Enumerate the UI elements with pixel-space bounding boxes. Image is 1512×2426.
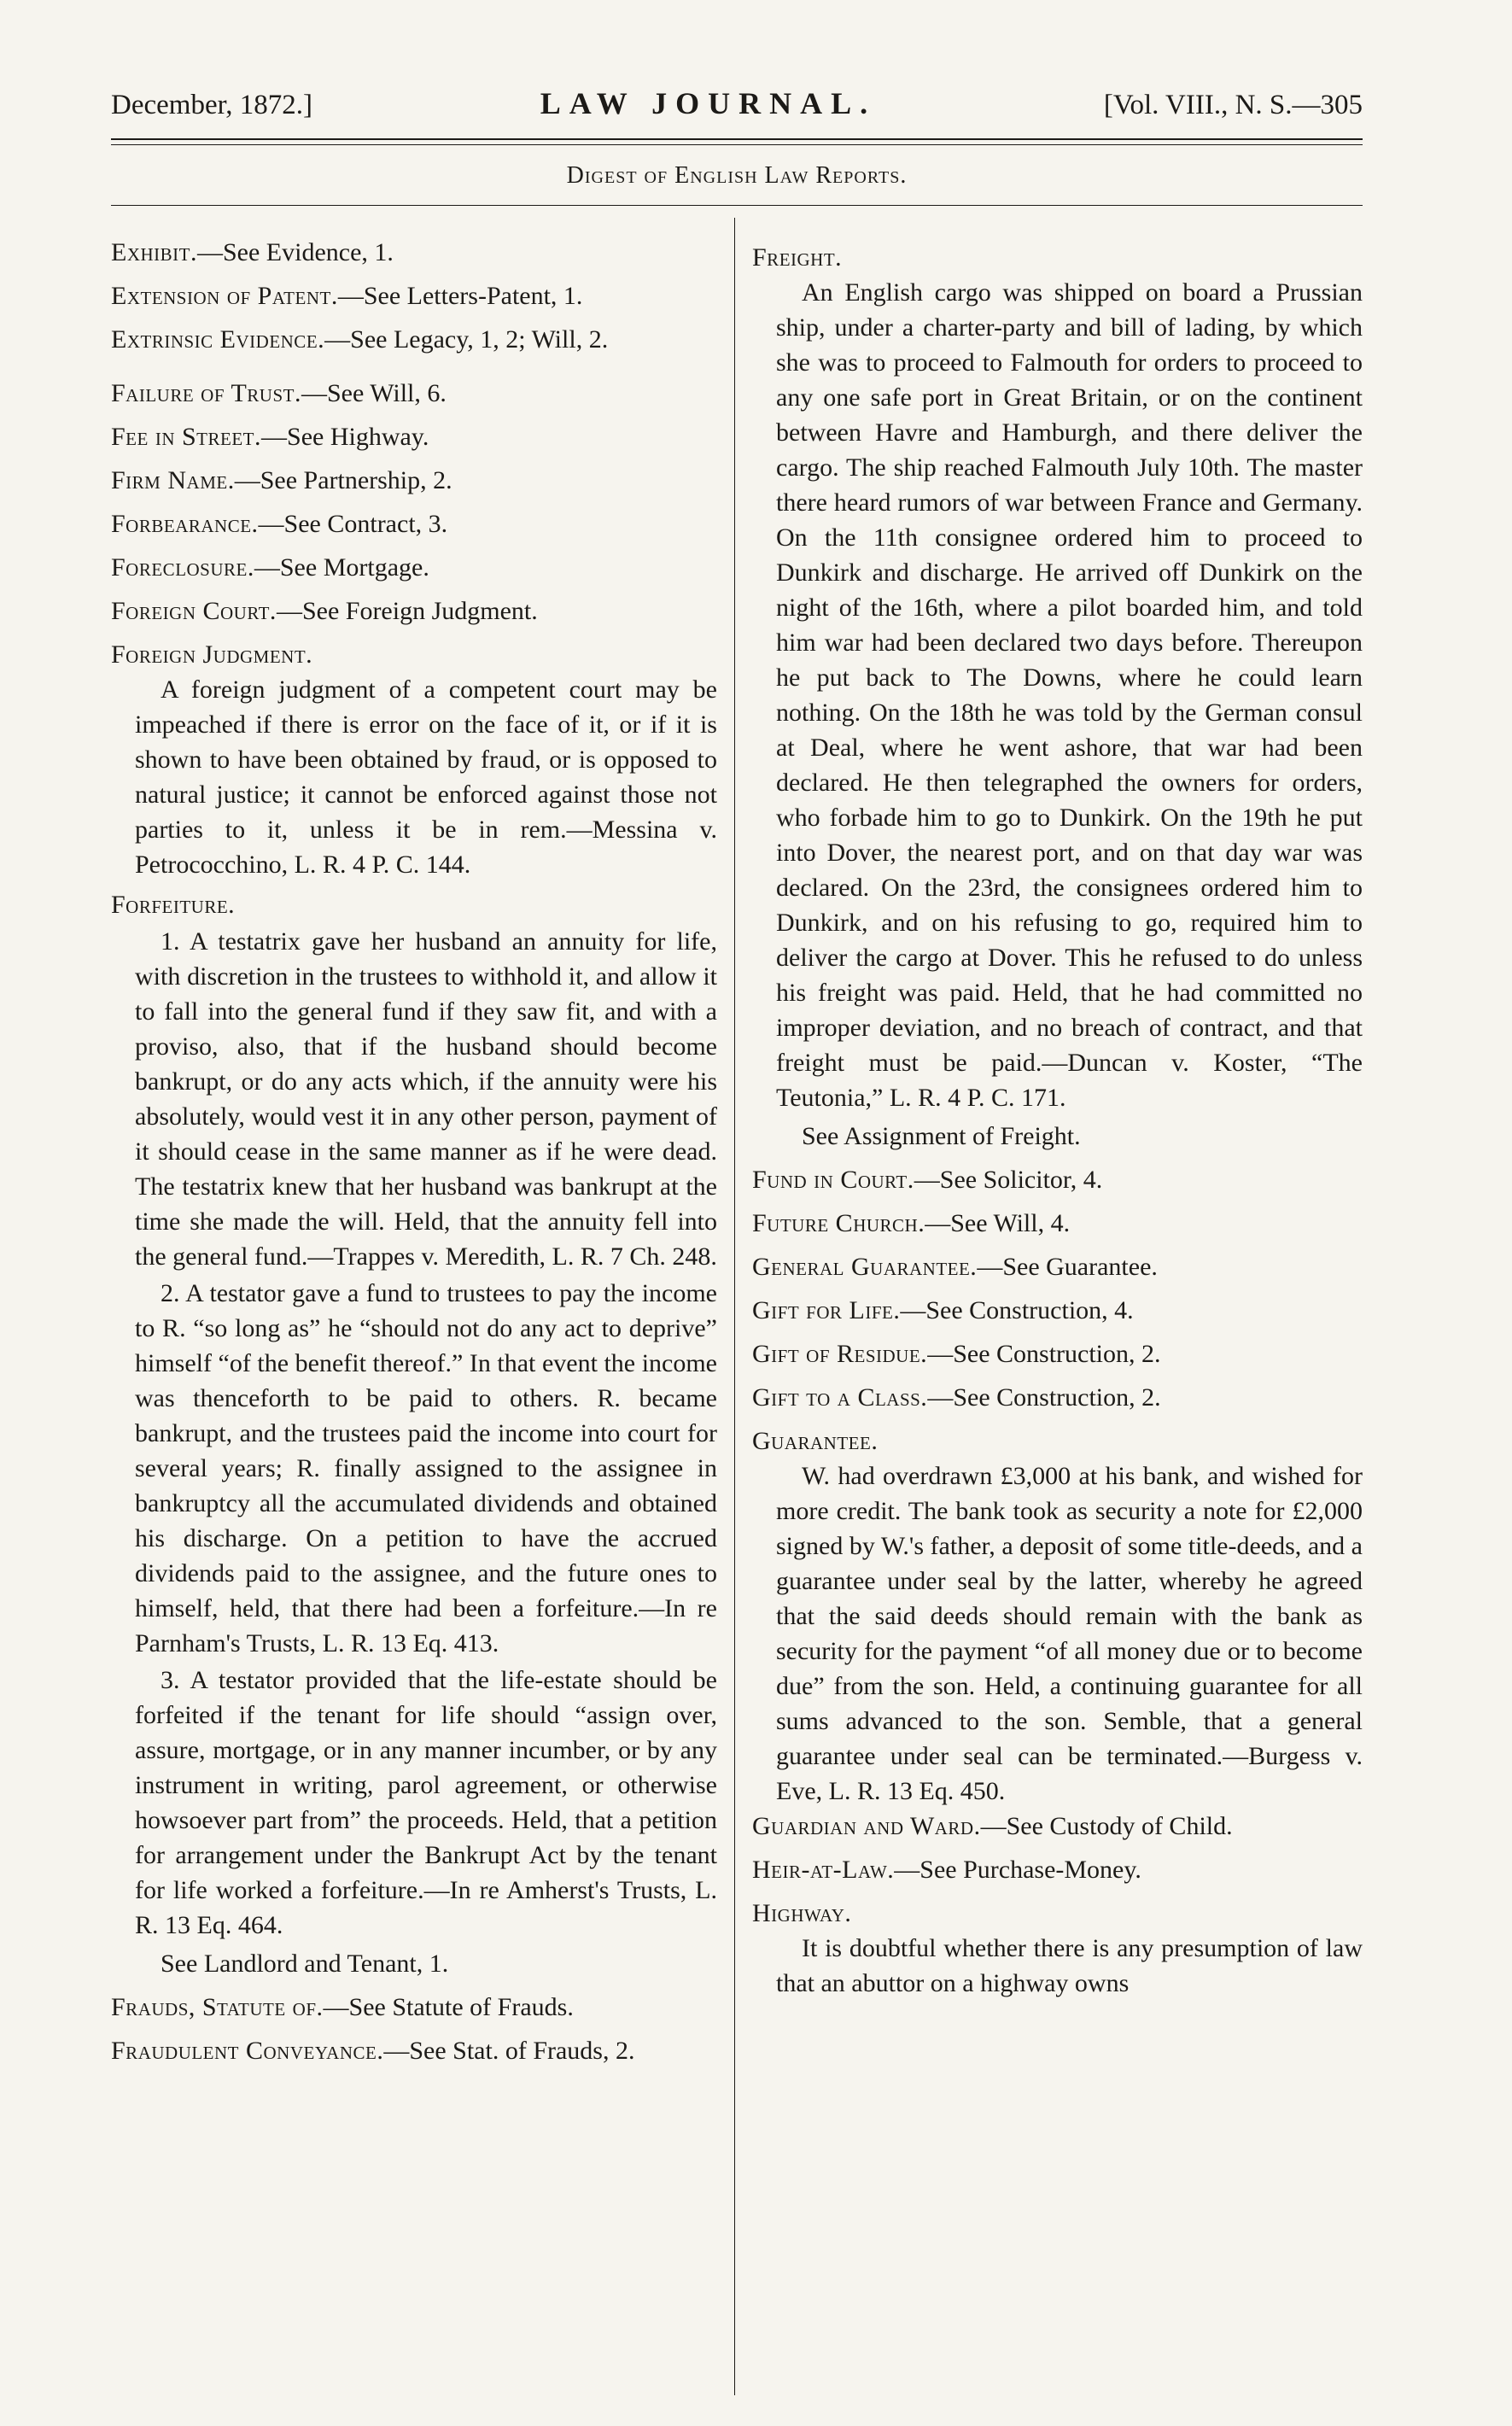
journal-title: LAW JOURNAL. <box>540 86 877 120</box>
index-term: Firm Name. <box>111 466 235 494</box>
cross-reference <box>752 1206 1363 1241</box>
cross-reference <box>111 2033 717 2068</box>
cross-reference-list <box>752 1162 1363 1415</box>
see-reference: —See Will, 6. <box>301 379 447 407</box>
see-also: See Assignment of Freight. <box>802 1122 1081 1150</box>
left-column <box>111 235 717 2395</box>
cross-reference <box>752 1249 1363 1284</box>
column-divider <box>734 218 735 2395</box>
header-date: December, 1872.] <box>111 90 312 120</box>
see-reference: —See Construction, 2. <box>927 1383 1161 1412</box>
index-term: General Guarantee. <box>752 1253 978 1281</box>
index-term: Forbearance. <box>111 510 259 538</box>
index-term: Fund in Court. <box>752 1166 914 1194</box>
see-reference: —See Mortgage. <box>254 553 429 582</box>
section-rule <box>111 205 1363 206</box>
see-reference: —See Statute of Frauds. <box>323 1993 574 2021</box>
entry-text: An English cargo was shipped on board a Prussian ship, under a charter-party and bill of lading, by which she was to proceed to Falmouth for orders to proceed to any one safe port in Great Britain, or on the continent between Havre and Hamburgh, and there deliver the cargo. The ship reached Falmouth July 10th. The master there heard rumors of war between France and Germany. On the 11th consignee ordered him to proceed to Dunkirk and discharge. He arrived off Dunkirk on the night of the 16th, where a pilot boarded him, and told him war had been declared two days before. Thereupon he put back to The Downs, where he could learn nothing. On the 18th he was told by the German consul at Deal, where he went ashore, that war had been declared. He then telegraphed the owners for orders, who forbade him to go to Dunkirk. On the 19th he put into Dover, the nearest port, and on that day war was declared. On the 23rd, the consignees ordered him to Dunkirk, and on his refusing to go, required him to deliver the cargo at Dover. This he refused to do unless his freight was paid. Held, that he had committed no improper deviation, and no breach of contract, and that freight must be paid.—Duncan v. Koster, “The Teutonia,” L. R. 4 P. C. 171. <box>776 278 1363 1112</box>
index-term: Extrinsic Evidence. <box>111 325 325 354</box>
cross-reference-list <box>752 1809 1363 1887</box>
index-term: Frauds, Statute of. <box>111 1993 324 2021</box>
index-term: Heir-at-Law. <box>752 1856 895 1884</box>
entry-text: W. had overdrawn £3,000 at his bank, and wished for more credit. The bank took as security a note for £2,000 signed by W.'s father, a deposit of some title-deeds, and a guarantee under seal by the latter, whereby he agreed that the said deeds should remain with the bank as security for the payment “of all money due or to become due” from the son. Held, a continuing guarantee for all sums advanced to the son. Semble, that a general guarantee under seal can be terminated.—Burgess v. Eve, L. R. 13 Eq. 450. <box>776 1462 1363 1805</box>
see-reference: —See Highway. <box>261 423 429 451</box>
see-reference: —See Partnership, 2. <box>234 466 452 494</box>
index-term: Gift for Life. <box>752 1296 901 1324</box>
cross-reference <box>111 376 717 411</box>
cross-reference <box>111 322 717 357</box>
cross-reference <box>111 1990 717 2025</box>
index-term: Exhibit. <box>111 238 197 266</box>
cross-reference <box>111 550 717 585</box>
entry-text: It is doubtful whether there is any presumption of law that an abuttor on a highway owns <box>776 1934 1363 1997</box>
running-header <box>111 85 1363 126</box>
index-term: Foreign Court. <box>111 597 277 625</box>
header-rule <box>111 138 1363 140</box>
entry-heading: Guarantee. <box>752 1427 879 1455</box>
index-term: Gift of Residue. <box>752 1340 928 1368</box>
cross-reference <box>752 1380 1363 1415</box>
cross-reference <box>752 1162 1363 1197</box>
see-reference: —See Purchase-Money. <box>894 1856 1141 1884</box>
cross-reference <box>752 1852 1363 1887</box>
see-reference: —See Construction, 4. <box>900 1296 1134 1324</box>
see-reference: —See Foreign Judgment. <box>276 597 538 625</box>
see-reference: —See Contract, 3. <box>258 510 448 538</box>
right-column <box>752 235 1363 2395</box>
see-reference: —See Guarantee. <box>977 1253 1158 1281</box>
index-term: Foreclosure. <box>111 553 254 582</box>
see-reference: —See Evidence, 1. <box>196 238 394 266</box>
entry-text: 3. A testator provided that the life-estate should be forfeited if the tenant for life should “assign over, assure, mortgage, or in any manner incumber, or by any instrument in writing, parol agreement, or otherwise howsoever part from” the proceeds. Held, that a petition for arrangement under the Bankrupt Act by the tenant for life worked a forfeiture.—In re Amherst's Trusts, L. R. 13 Eq. 464. <box>135 1666 717 1939</box>
see-reference: —See Will, 4. <box>925 1209 1071 1237</box>
header-volume: [Vol. VIII., N. S.—305 <box>1103 90 1363 120</box>
entry-text: A foreign judgment of a competent court may be impeached if there is error on the face of it, or if it is shown to have been obtained by fraud, or is opposed to natural justice; it cannot be enforced against those not parties to it, unless it be in rem.—Messina v. Petrococchino, L. R. 4 P. C. 144. <box>135 675 717 879</box>
entry-text: 2. A testator gave a fund to trustees to pay the income to R. “so long as” he “should not do any act to deprive” himself “of the benefit thereof.” In that event the income was thenceforth to be paid to others. R. became bankrupt, and the trustees paid the income into court for several years; R. finally assigned to the assignee in bankruptcy all the accumulated dividends and obtained his discharge. On a petition to have the accrued dividends paid to the assignee, and the future ones to himself, held, that there had been a forfeiture.—In re Parnham's Trusts, L. R. 13 Eq. 413. <box>135 1279 717 1657</box>
cross-reference <box>752 1336 1363 1371</box>
two-columns <box>111 235 1363 2395</box>
cross-reference <box>752 1293 1363 1328</box>
cross-reference <box>111 593 717 628</box>
header-rule-thin <box>111 144 1363 145</box>
entry-text: 1. A testatrix gave her husband an annuity for life, with discretion in the trustees to withhold it, and allow it to fall into the general fund if they saw fit, and with a proviso, also, that if the husband should become bankrupt, or do any acts which, if the annuity were his absolutely, would vest it in any other person, payment of it should cease in the same manner as if he were dead. The testatrix knew that her husband was bankrupt at the time she made the will. Held, that the annuity fell into the general fund.—Trappes v. Meredith, L. R. 7 Ch. 248. <box>135 927 717 1271</box>
cross-reference <box>111 463 717 498</box>
cross-reference <box>111 235 717 270</box>
see-reference: —See Custody of Child. <box>980 1812 1233 1840</box>
cross-reference-list <box>111 1990 717 2068</box>
index-term: Guardian and Ward. <box>752 1812 981 1840</box>
see-reference: —See Stat. of Frauds, 2. <box>383 2037 635 2065</box>
see-also: See Landlord and Tenant, 1. <box>161 1950 449 1978</box>
entry-heading: Freight. <box>752 243 843 272</box>
cross-reference <box>111 506 717 541</box>
index-term: Fee in Street. <box>111 423 262 451</box>
index-term: Fraudulent Conveyance. <box>111 2037 384 2065</box>
see-reference: —See Letters-Patent, 1. <box>337 282 583 310</box>
entry-heading: Highway. <box>752 1899 852 1927</box>
entry-heading: Foreign Judgment. <box>111 640 313 669</box>
index-term: Extension of Patent. <box>111 282 338 310</box>
cross-reference-list <box>111 376 717 628</box>
see-reference: —See Solicitor, 4. <box>914 1166 1103 1194</box>
cross-reference <box>111 278 717 313</box>
index-term: Future Church. <box>752 1209 925 1237</box>
index-term: Failure of Trust. <box>111 379 301 407</box>
cross-reference <box>111 419 717 454</box>
see-reference: —See Construction, 2. <box>927 1340 1161 1368</box>
section-title: Digest of English Law Reports. <box>566 162 908 189</box>
index-term: Gift to a Class. <box>752 1383 928 1412</box>
cross-reference-list <box>111 235 717 357</box>
cross-reference <box>752 1809 1363 1844</box>
entry-heading: Forfeiture. <box>111 891 236 919</box>
see-reference: —See Legacy, 1, 2; Will, 2. <box>324 325 609 354</box>
